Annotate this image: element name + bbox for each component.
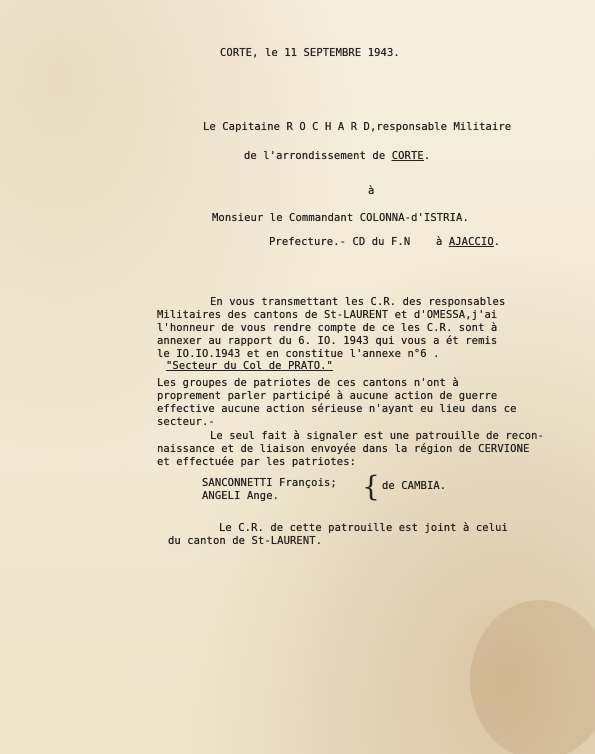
sender-line-2-prefix: de l'arrondissement de xyxy=(244,150,392,162)
body-p1-line-4: annexer au rapport du 6. IO. 1943 qui vous a ét remis xyxy=(157,335,498,347)
recipient-line-2 xyxy=(269,236,500,248)
body-p3-line-1: Le seul fait à signaler est une patrouille de recon- xyxy=(210,430,544,442)
recipient-line-2-prefix: Prefecture.- CD du F.N à xyxy=(269,236,449,248)
body-p1-line-3: l'honneur de vous rendre compte de ce les C.R. sont à xyxy=(157,322,498,334)
patriot-name-1: SANCONNETTI François; xyxy=(202,477,337,489)
brace-glyph: { xyxy=(362,470,380,503)
sender-line-1: Le Capitaine R O C H A R D,responsable Militaire xyxy=(203,121,512,133)
sender-place: CORTE xyxy=(391,150,424,162)
recipient-place: AJACCIO xyxy=(448,236,494,248)
recipient-line-1: Monsieur le Commandant COLONNA-d'ISTRIA. xyxy=(212,212,469,224)
body-p4-line-2: du canton de St-LAURENT. xyxy=(168,535,323,547)
body-p3-line-2: naissance et de liaison envoyée dans la région de CERVIONE xyxy=(157,443,530,455)
body-p1-line-2: Militaires des cantons de St-LAURENT et d'OMESSA,j'ai xyxy=(157,309,498,321)
body-p2-line-2: proprement parler participé à aucune action de guerre xyxy=(157,390,498,402)
body-p1-line-1: En vous transmettant les C.R. des responsables xyxy=(210,296,506,308)
patriot-name-2: ANGELI Ange. xyxy=(202,490,280,502)
body-p2-line-4: secteur.- xyxy=(157,416,215,428)
body-p2-line-1: Les groupes de patriotes de ces cantons n'ont à xyxy=(157,377,459,389)
paper-stain xyxy=(470,600,595,754)
sender-line-2-suffix: . xyxy=(423,150,431,162)
names-place: de CAMBIA. xyxy=(382,480,447,492)
sender-line-2 xyxy=(244,150,430,162)
date-line: CORTE, le 11 SEPTEMBRE 1943. xyxy=(220,47,400,59)
body-p1-line-5: le IO.IO.1943 et en constitue l'annexe n°6 . xyxy=(157,348,440,360)
recipient-line-2-suffix: . xyxy=(493,236,501,248)
body-p4-line-1: Le C.R. de cette patrouille est joint à celui xyxy=(219,522,508,534)
sector-line: "Secteur du Col de PRATO." xyxy=(166,360,333,372)
body-p3-line-3: et effectuée par les patriotes: xyxy=(157,456,357,468)
body-p2-line-3: effective aucune action sérieuse n'ayant eu lieu dans ce xyxy=(157,403,517,415)
a-line: à xyxy=(368,185,375,197)
